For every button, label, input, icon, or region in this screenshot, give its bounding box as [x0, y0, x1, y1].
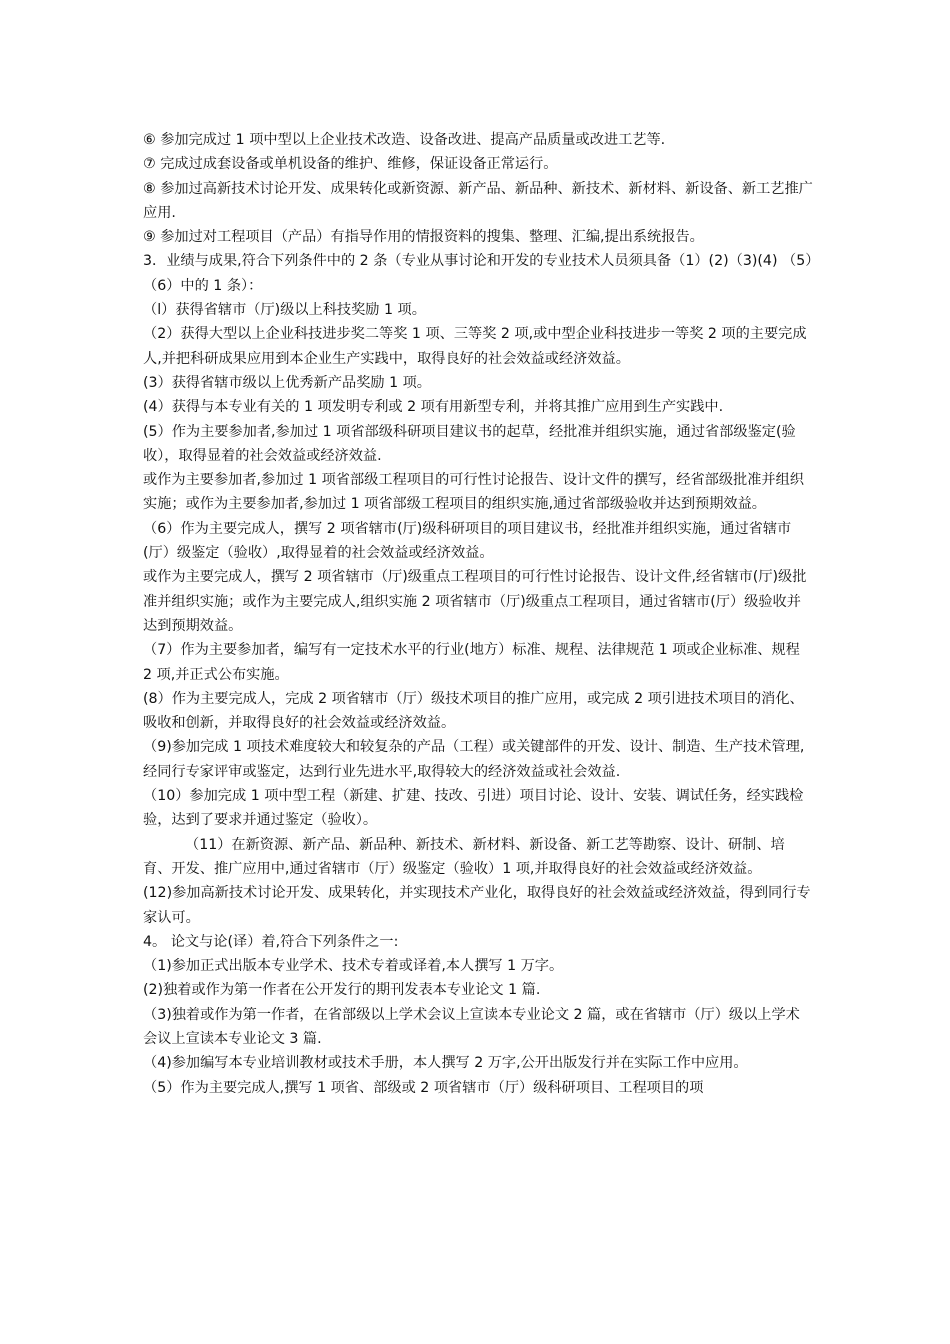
- achievement-item-5: (5）作为主要参加者,参加过 1 项省部级科研项目建议书的起草，经批准并组织实施，通过省部级鉴定(验收），取得显着的社会效益或经济效益.: [143, 423, 796, 464]
- paper-item-4: （4)参加编写本专业培训教材或技术手册，本人撰写 2 万字,公开出版发行并在实际工作中应用。: [143, 1055, 748, 1072]
- paper-item-1: （1)参加正式出版本专业学术、技术专着或译着,本人撰写 1 万字。: [143, 958, 564, 975]
- achievement-item-6-alt: 或作为主要完成人，撰写 2 项省辖市（厅)级重点工程项目的可行性讨论报告、设计文件,经省辖市(厅)级批准并组织实施；或作为主要完成人,组织实施 2 项省辖市（厅)级重点工程项目，通过省辖市(厅）级验收并达到预期效益。: [143, 569, 807, 634]
- achievement-item-2: （2）获得大型以上企业科技进步奖二等奖 1 项、三等奖 2 项,或中型企业科技进步一等奖 2 项的主要完成人,并把科研成果应用到本企业生产实践中，取得良好的社会效益或经济效益。: [143, 326, 807, 367]
- paragraph-item-7: ⑦ 完成过成套设备或单机设备的维护、维修，保证设备正常运行。: [143, 156, 558, 173]
- achievement-item-8: (8）作为主要完成人，完成 2 项省辖市（厅）级技术项目的推广应用，或完成 2 项引进技术项目的消化、吸收和创新，并取得良好的社会效益或经济效益。: [143, 690, 804, 732]
- achievement-item-11: （11）在新资源、新产品、新品种、新技术、新材料、新设备、新工艺等勘察、设计、研制、培育、开发、推广应用中,通过省辖市（厅）级鉴定（验收）1 项,并取得良好的社会效益或经济效益。: [143, 836, 785, 877]
- paper-item-3: （3)独着或作为第一作者，在省部级以上学术会议上宣读本专业论文 2 篇，或在省辖市（厅）级以上学术会议上宣读本专业论文 3 篇.: [143, 1006, 800, 1047]
- paper-item-2: (2)独着或作为第一作者在公开发行的期刊发表本专业论文 1 篇.: [143, 982, 541, 999]
- section-4-heading: 4。 论文与论(译）着,符合下列条件之一:: [143, 933, 399, 950]
- achievement-item-12: (12)参加高新技术讨论开发、成果转化，并实现技术产业化，取得良好的社会效益或经济效益，得到同行专家认可。: [143, 885, 811, 926]
- paragraph-item-6: ⑥ 参加完成过 1 项中型以上企业技术改造、设备改进、提高产品质量或改进工艺等.: [143, 132, 666, 148]
- achievement-item-10: （10）参加完成 1 项中型工程（新建、扩建、技改、引进）项目讨论、设计、安装、调试任务，经实践检验，达到了要求并通过鉴定（验收）。: [143, 788, 804, 829]
- achievement-item-3: (3）获得省辖市级以上优秀新产品奖励 1 项。: [143, 374, 431, 391]
- paper-item-5: （5）作为主要完成人,撰写 1 项省、部级或 2 项省辖市（厅）级科研项目、工程项目的项: [143, 1079, 704, 1096]
- section-3-heading: 3．业绩与成果,符合下列条件中的 2 条（专业从事讨论和开发的专业技术人员须具备（1）(2)（3)(4) （5）（6）中的 1 条）：: [143, 253, 813, 294]
- document-body: [143, 128, 813, 1100]
- achievement-item-6: （6）作为主要完成人，撰写 2 项省辖市(厅)级科研项目的项目建议书，经批准并组织实施，通过省辖市(厅）级鉴定（验收）,取得显着的社会效益或经济效益。: [143, 520, 792, 562]
- achievement-item-5-alt: 或作为主要参加者,参加过 1 项省部级工程项目的可行性讨论报告、设计文件的撰写，经省部级批准并组织实施；或作为主要参加者,参加过 1 项省部级工程项目的组织实施,通过省部级验收并达到预期效益。: [143, 472, 804, 513]
- achievement-item-4: (4）获得与本专业有关的 1 项发明专利或 2 项有用新型专利，并将其推广应用到生产实践中.: [143, 399, 724, 416]
- paragraph-item-8: ⑧ 参加过高新技术讨论开发、成果转化或新资源、新产品、新品种、新技术、新材料、新设备、新工艺推广应用.: [143, 180, 813, 221]
- paragraph-item-9: ⑨ 参加过对工程项目（产品）有指导作用的情报资料的搜集、整理、汇编,提出系统报告。: [143, 229, 704, 246]
- achievement-item-1: （l）获得省辖市（厅)级以上科技奖励 1 项。: [143, 302, 426, 319]
- achievement-item-9: （9)参加完成 1 项技术难度较大和较复杂的产品（工程）或关键部件的开发、设计、制造、生产技术管理,经同行专家评审或鉴定，达到行业先进水平,取得较大的经济效益或社会效益.: [143, 739, 805, 780]
- achievement-item-7: （7）作为主要参加者，编写有一定技术水平的行业(地方）标准、规程、法律规范 1 项或企业标准、规程 2 项,并正式公布实施。: [143, 642, 800, 683]
